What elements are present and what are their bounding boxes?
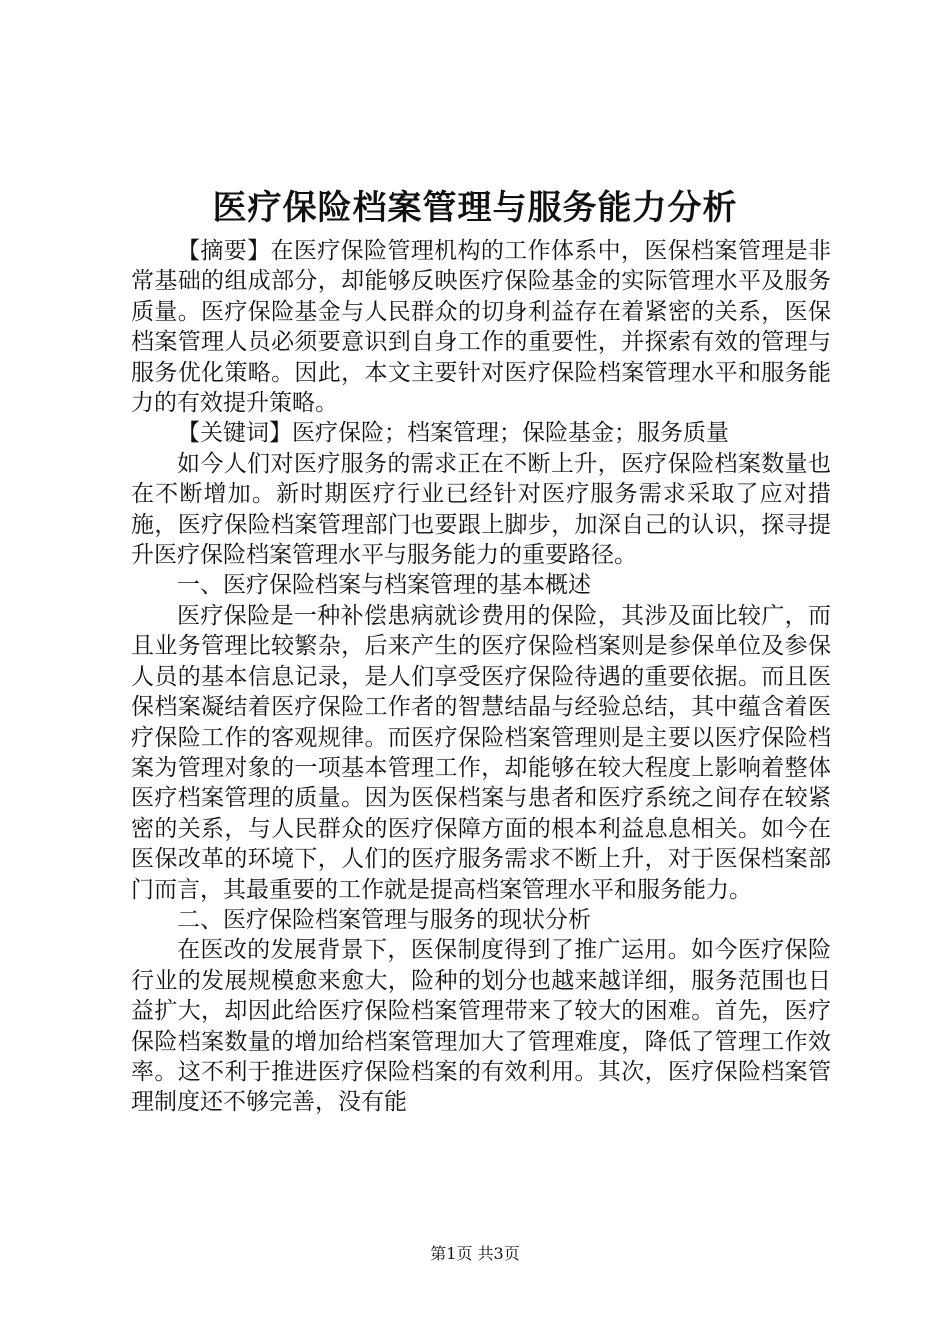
- abstract-paragraph: 【摘要】在医疗保险管理机构的工作体系中，医保档案管理是非常基础的组成部分，却能够反映医疗保险基金的实际管理水平及服务质量。医疗保险基金与人民群众的切身利益存在着紧密的关系，医保档案管理人员必须要意识到自身工作的重要性，并探索有效的管理与服务优化策略。因此，本文主要针对医疗保险档案管理水平和服务能力的有效提升策略。: [131, 238, 831, 417]
- keywords-paragraph: 【关键词】医疗保险；档案管理；保险基金；服务质量: [177, 420, 729, 447]
- document-title: 医疗保险档案管理与服务能力分析: [212, 188, 738, 228]
- intro-paragraph: 如今人们对医疗服务的需求正在不断上升，医疗保险档案数量也在不断增加。新时期医疗行业已经针对医疗服务需求采取了应对措施，医疗保险档案管理部门也要跟上脚步，加深自己的认识，探寻提升医疗保险档案管理水平与服务能力的重要路径。: [131, 450, 831, 569]
- section-1-paragraph: 医疗保险是一种补偿患病就诊费用的保险，其涉及面比较广，而且业务管理比较繁杂，后来产生的医疗保险档案则是参保单位及参保人员的基本信息记录，是人们享受医疗保险待遇的重要依据。而且医保档案凝结着医疗保险工作者的智慧结晶与经验总结，其中蕴含着医疗保险工作的客观规律。而医疗保险档案管理则是主要以医疗保险档案为管理对象的一项基本管理工作，却能够在较大程度上影响着整体医疗档案管理的质量。因为医保档案与患者和医疗系统之间存在较紧密的关系，与人民群众的医疗保障方面的根本利益息息相关。如今在医保改革的环境下，人们的医疗服务需求不断上升，对于医保档案部门而言，其最重要的工作就是提高档案管理水平和服务能力。: [131, 602, 831, 903]
- page-number-footer: 第1页 共3页: [430, 1244, 520, 1263]
- section-heading-2: 二、医疗保险档案管理与服务的现状分析: [177, 906, 591, 933]
- section-heading-1: 一、医疗保险档案与档案管理的基本概述: [177, 572, 591, 599]
- document-body: [131, 236, 831, 1118]
- section-2-paragraph: 在医改的发展背景下，医保制度得到了推广运用。如今医疗保险行业的发展规模愈来愈大，险种的划分也越来越详细，服务范围也日益扩大，却因此给医疗保险档案管理带来了较大的困难。首先，医疗保险档案数量的增加给档案管理加大了管理难度，降低了管理工作效率。这不利于推进医疗保险档案的有效利用。其次，医疗保险档案管理制度还不够完善，没有能: [131, 937, 831, 1116]
